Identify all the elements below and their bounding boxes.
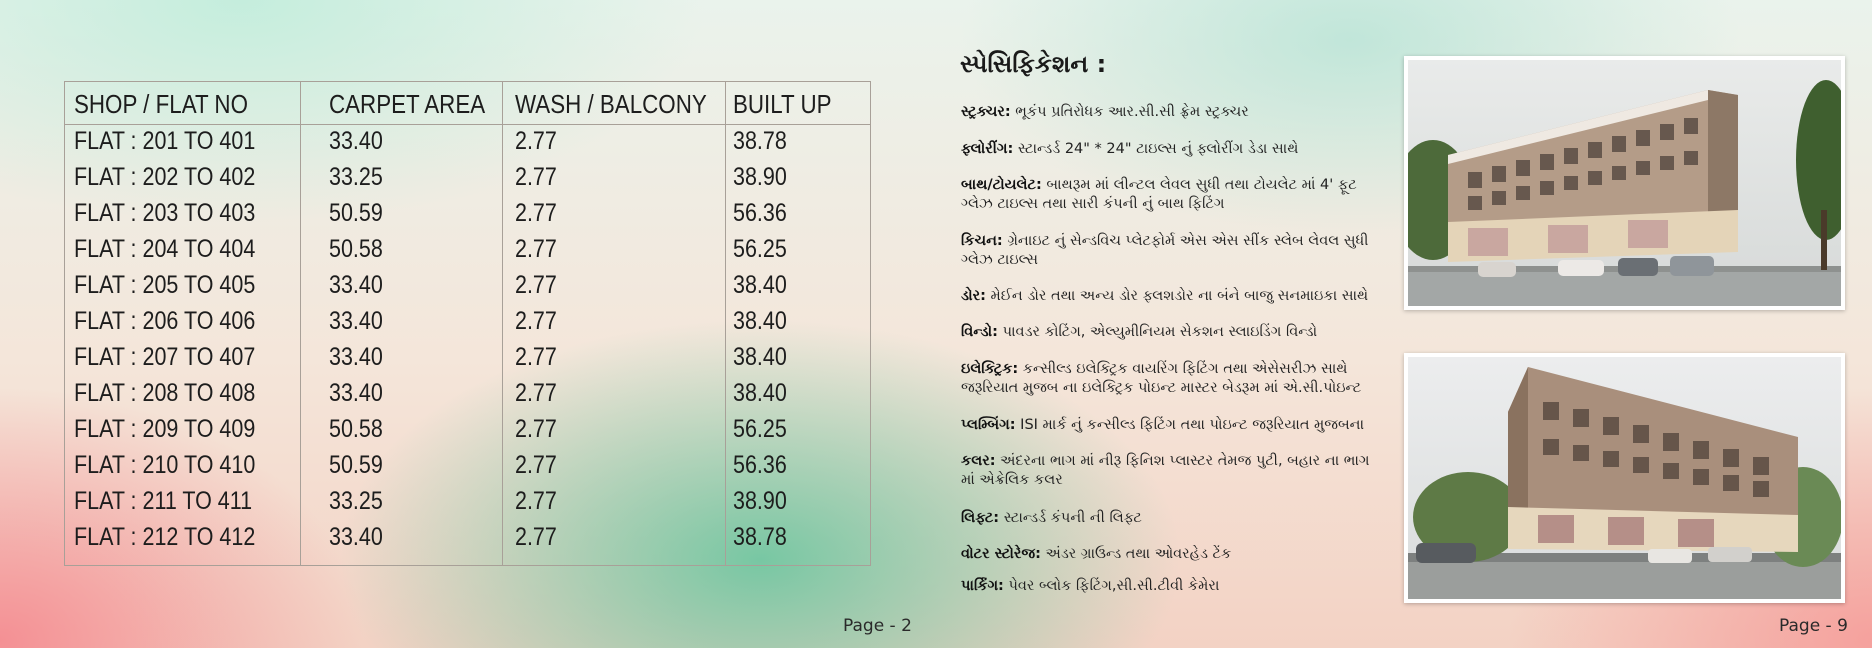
spec-label: કિચન:	[961, 233, 1003, 249]
flat-number-cell: FLAT : 207 TO 407	[74, 343, 256, 371]
page-number-left: Page - 2	[843, 616, 912, 636]
flat-number-cell: FLAT : 206 TO 406	[74, 307, 256, 335]
built-up-cell: 38.40	[733, 271, 787, 299]
spec-item-bath-toilet	[961, 176, 1386, 214]
carpet-area-cell: 50.58	[329, 415, 383, 443]
wash-balcony-cell: 2.77	[515, 199, 557, 227]
header-carpet-area: CARPET AREA	[329, 89, 486, 119]
built-up-cell: 38.40	[733, 343, 787, 371]
built-up-cell: 38.78	[733, 127, 787, 155]
carpet-area-cell: 33.40	[329, 307, 383, 335]
spec-text: ગ્રેનાઇટ નું સેન્ડવિચ પ્લેટફોર્મ એસ એસ સીંક સ્લેબ લેવલ સુધી ગ્લેઝ ટાઇલ્સ	[961, 233, 1369, 268]
spec-text: પેવર બ્લોક ફિટિંગ,સી.સી.ટીવી કેમેરા	[1003, 578, 1220, 594]
wash-balcony-cell: 2.77	[515, 163, 557, 191]
wash-balcony-cell: 2.77	[515, 307, 557, 335]
spec-text: ભૂકંપ પ્રતિરોધક આર.સી.સી ફ્રેમ સ્ટ્રક્ચર	[1010, 104, 1249, 120]
spec-text: પાવડર કોટિંગ, એલ્યુમીનિયમ સેકશન સ્લાઇડિંગ વિન્ડો	[997, 324, 1318, 340]
building-render-photo-front	[1404, 56, 1845, 310]
spec-item-color	[961, 452, 1386, 490]
spec-label: વોટર સ્ટોરેજ:	[961, 546, 1041, 562]
flat-number-cell: FLAT : 209 TO 409	[74, 415, 256, 443]
carpet-area-cell: 33.25	[329, 487, 383, 515]
spec-label: કલર:	[961, 453, 996, 469]
spec-text: કન્સીલ્ડ ઇલેક્ટ્રિક વાયરિંગ ફિટિંગ તથા એસેસરીઝ સાથે જરૂરિયાત મુજબ ના ઇલેક્ટ્રિક પોઇન્ટ માસ્ટર બેડરૂમ માં એ.સી.પોઇન્ટ	[961, 361, 1362, 396]
page-number-right: Page - 9	[1779, 616, 1848, 636]
built-up-cell: 56.25	[733, 235, 787, 263]
header-divider	[65, 124, 870, 125]
carpet-area-cell: 33.40	[329, 343, 383, 371]
flat-number-cell: FLAT : 203 TO 403	[74, 199, 256, 227]
building-render-photo-side	[1404, 353, 1845, 603]
flat-number-cell: FLAT : 205 TO 405	[74, 271, 256, 299]
wash-balcony-cell: 2.77	[515, 127, 557, 155]
wash-balcony-cell: 2.77	[515, 451, 557, 479]
wash-balcony-cell: 2.77	[515, 487, 557, 515]
column-divider	[502, 82, 503, 565]
spec-item-door	[961, 287, 1386, 306]
spec-item-water-storage	[961, 545, 1386, 564]
built-up-cell: 56.36	[733, 199, 787, 227]
spec-label: બાથ/ટોયલેટ:	[961, 177, 1042, 193]
built-up-cell: 38.90	[733, 487, 787, 515]
header-shop-flat-no: SHOP / FLAT NO	[74, 89, 248, 119]
carpet-area-cell: 33.40	[329, 523, 383, 551]
spec-label: ડોર:	[961, 288, 986, 304]
wash-balcony-cell: 2.77	[515, 379, 557, 407]
spec-label: ઇલેક્ટ્રિક:	[961, 361, 1019, 377]
spec-label: સ્ટ્રક્ચર:	[961, 104, 1011, 120]
building-render-image	[1408, 357, 1841, 599]
carpet-area-cell: 50.58	[329, 235, 383, 263]
carpet-area-cell: 33.40	[329, 127, 383, 155]
spec-text: મેઈન ડોર તથા અન્ય ડોર ફ્લશડોર ના બંને બાજુ સનમાઇકા સાથે	[985, 288, 1369, 304]
spec-item-plumbing	[961, 416, 1386, 435]
wash-balcony-cell: 2.77	[515, 235, 557, 263]
carpet-area-cell: 50.59	[329, 451, 383, 479]
flat-number-cell: FLAT : 204 TO 404	[74, 235, 256, 263]
spec-item-kitchen	[961, 232, 1386, 270]
spec-item-window	[961, 323, 1386, 342]
spec-label: વિન્ડો:	[961, 324, 998, 340]
spec-text: સ્ટાન્ડર્ડ 24" * 24" ટાઇલ્સ નું ફ્લોરીંગ ડેડા સાથે	[1013, 141, 1299, 157]
wash-balcony-cell: 2.77	[515, 271, 557, 299]
carpet-area-cell: 50.59	[329, 199, 383, 227]
column-divider	[300, 82, 301, 565]
flat-number-cell: FLAT : 201 TO 401	[74, 127, 256, 155]
spec-item-structure	[961, 103, 1386, 122]
carpet-area-cell: 33.40	[329, 379, 383, 407]
spec-text: બાથરૂમ માં લીન્ટલ લેવલ સુધી તથા ટોયલેટ માં 4' ફૂટ ગ્લેઝ ટાઇલ્સ તથા સારી કંપની નું બાથ ફિટિંગ	[961, 177, 1357, 212]
built-up-cell: 38.40	[733, 307, 787, 335]
spec-item-parking	[961, 577, 1386, 596]
spec-label: ફ્લોરીંગ:	[961, 141, 1014, 157]
flat-number-cell: FLAT : 212 TO 412	[74, 523, 256, 551]
carpet-area-cell: 33.25	[329, 163, 383, 191]
built-up-cell: 38.40	[733, 379, 787, 407]
built-up-cell: 56.36	[733, 451, 787, 479]
spec-label: લિફ્ટ:	[961, 510, 1000, 526]
flat-number-cell: FLAT : 211 TO 411	[74, 487, 253, 515]
spec-item-electric	[961, 360, 1386, 398]
wash-balcony-cell: 2.77	[515, 415, 557, 443]
spec-label: પાર્કિંગ:	[961, 578, 1004, 594]
spec-text: અંડર ગ્રાઉન્ડ તથા ઓવરહેડ ટેંક	[1040, 546, 1232, 562]
flat-number-cell: FLAT : 210 TO 410	[74, 451, 256, 479]
building-render-image	[1408, 60, 1841, 306]
specification-title: સ્પેસિફિકેશન :	[960, 50, 1107, 78]
flat-number-cell: FLAT : 208 TO 408	[74, 379, 256, 407]
wash-balcony-cell: 2.77	[515, 343, 557, 371]
flat-area-table	[64, 81, 871, 566]
built-up-cell: 56.25	[733, 415, 787, 443]
header-built-up: BUILT UP	[733, 89, 832, 119]
carpet-area-cell: 33.40	[329, 271, 383, 299]
built-up-cell: 38.90	[733, 163, 787, 191]
spec-label: પ્લમ્બિંગ:	[961, 417, 1016, 433]
spec-text: ISI માર્ક નું કન્સીલ્ડ ફિટિંગ તથા પોઇન્ટ જરૂરિયાત મુજબના	[1015, 417, 1365, 433]
flat-number-cell: FLAT : 202 TO 402	[74, 163, 256, 191]
wash-balcony-cell: 2.77	[515, 523, 557, 551]
header-wash-balcony: WASH / BALCONY	[515, 89, 707, 119]
spec-text: સ્ટાન્ડર્ડ કંપની ની લિફ્ટ	[999, 510, 1142, 526]
built-up-cell: 38.78	[733, 523, 787, 551]
spec-text: અંદરના ભાગ માં નીરૂ ફિનિશ પ્લાસ્ટર તેમજ પુટી, બહાર ના ભાગ માં એક્રેલિક કલર	[961, 453, 1370, 488]
spec-item-flooring	[961, 140, 1386, 159]
spec-item-lift	[961, 509, 1386, 528]
column-divider	[725, 82, 726, 565]
